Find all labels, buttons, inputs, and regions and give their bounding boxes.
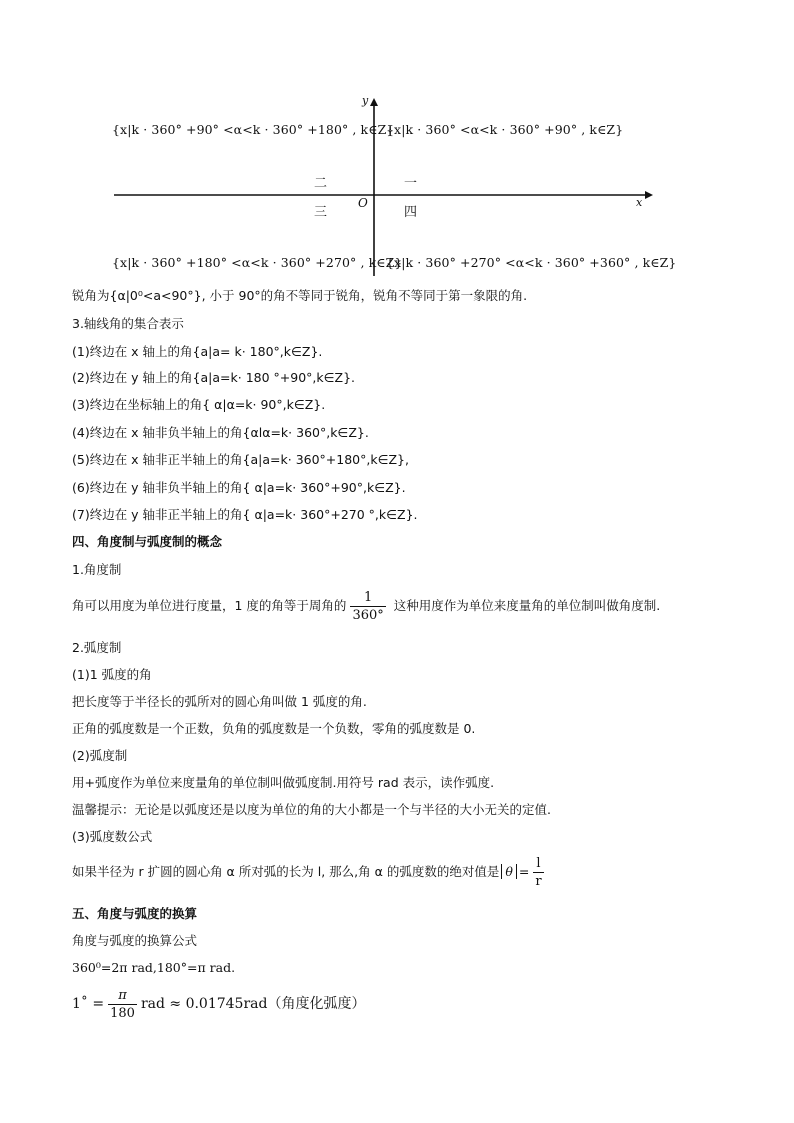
quadrant-4-label: 四 [404, 205, 418, 220]
one-degree-result: rad ≈ 0.01745rad（角度化弧度） [140, 996, 366, 1012]
axes-svg [108, 92, 653, 277]
quadrant-diagram [108, 92, 677, 277]
quadrant-3-label: 三 [314, 205, 328, 220]
quadrant-2-label: 二 [314, 176, 328, 191]
one-degree-equals: = [92, 996, 105, 1012]
l-over-r-fraction [533, 856, 543, 889]
n180-den: 180 [110, 1005, 135, 1021]
conversion-basic: 360⁰=2π rad,180°=π rad. [72, 960, 236, 975]
axis-angle-1: (1)终边在 x 轴上的角{a|a= k· 180°,k∈Z}. [72, 344, 323, 359]
degree-fraction-den: 360° [352, 608, 384, 623]
section-5-heading: 五、角度与弧度的换算 [72, 906, 198, 921]
conversion-title: 角度与弧度的换算公式 [72, 933, 198, 948]
set-quadrant-2: {x|k · 360° +90° <α<k · 360° +180° , k∈Z} [112, 122, 395, 137]
radian-sub-2: (2)弧度制 [72, 748, 128, 763]
section-4-heading: 四、角度制与弧度制的概念 [72, 534, 223, 549]
axis-angle-5: (5)终边在 x 轴非正半轴上的角{a|a=k· 360°+180°,k∈Z}, [72, 452, 409, 467]
radian-def-1: 把长度等于半径长的弧所对的圆心角叫做 1 弧度的角. [72, 694, 367, 709]
y-axis-label: y [362, 94, 369, 107]
radian-formula [72, 854, 548, 890]
section-3-heading: 3.轴线角的集合表示 [72, 316, 184, 331]
x-axis-label: x [636, 196, 643, 209]
one-degree-symbol: 1˚ [72, 996, 88, 1012]
axis-angle-2: (2)终边在 y 轴上的角{a|a=k· 180 °+90°,k∈Z}. [72, 370, 355, 385]
x-axis-arrow [645, 191, 653, 199]
degree-definition-tail: 这种用度作为单位来度量角的单位制叫做角度制. [393, 598, 661, 613]
l-over-r-num: l [536, 856, 541, 871]
pi-over-180-fraction [108, 988, 137, 1021]
radian-formula-text: 如果半径为 r 扩圆的圆心角 α 所对弧的长为 l, 那么,角 α 的弧度数的绝对值是 [72, 864, 500, 879]
degree-fraction-num: 1 [363, 590, 373, 605]
radian-system-title: 2.弧度制 [72, 640, 122, 655]
degree-fraction [350, 590, 385, 623]
y-axis-arrow [370, 98, 378, 106]
radian-def-2: 正角的弧度数是一个正数，负角的弧度数是一个负数，零角的弧度数是 0. [72, 721, 476, 736]
degree-system-title: 1.角度制 [72, 562, 122, 577]
degree-definition [72, 588, 660, 624]
degree-definition-text: 角可以用度为单位进行度量，1 度的角等于周角的 [72, 598, 347, 613]
radian-tip: 温馨提示：无论是以弧度还是以度为单位的角的大小都是一个与半径的大小无关的定值. [72, 802, 551, 817]
radian-sub-3: (3)弧度数公式 [72, 829, 153, 844]
axis-angle-3: (3)终边在坐标轴上的角{ α|α=k· 90°,k∈Z}. [72, 397, 326, 412]
formula-equals: = [518, 864, 530, 879]
acute-angle-note: 锐角为{α|0⁰<a<90°}, 小于 90°的角不等同于锐角，锐角不等同于第一象限的角. [72, 288, 528, 303]
origin-label: O [358, 196, 368, 210]
set-quadrant-4: {x|k · 360° +270° <α<k · 360° +360° , k∈Z} [386, 255, 677, 270]
one-degree-formula [72, 984, 365, 1024]
l-over-r-den: r [535, 874, 542, 889]
radian-sub-1: (1)1 弧度的角 [72, 667, 152, 682]
quadrant-1-label: 一 [404, 176, 418, 191]
set-quadrant-3: {x|k · 360° +180° <α<k · 360° +270° , k∈Z} [112, 255, 403, 270]
axis-angle-4: (4)终边在 x 轴非负半轴上的角{αlα=k· 360°,k∈Z}. [72, 425, 369, 440]
radian-def-3: 用+弧度作为单位来度量角的单位制叫做弧度制.用符号 rad 表示，读作弧度. [72, 775, 495, 790]
axis-angle-6: (6)终边在 y 轴非负半轴上的角{ α|a=k· 360°+90°,k∈Z}. [72, 480, 406, 495]
pi-num: π [118, 987, 127, 1003]
theta-abs: θ [501, 864, 517, 879]
set-quadrant-1: {x|k · 360° <α<k · 360° +90° , k∈Z} [386, 122, 624, 137]
axis-angle-7: (7)终边在 y 轴非正半轴上的角{ α|a=k· 360°+270 °,k∈Z}. [72, 507, 418, 522]
